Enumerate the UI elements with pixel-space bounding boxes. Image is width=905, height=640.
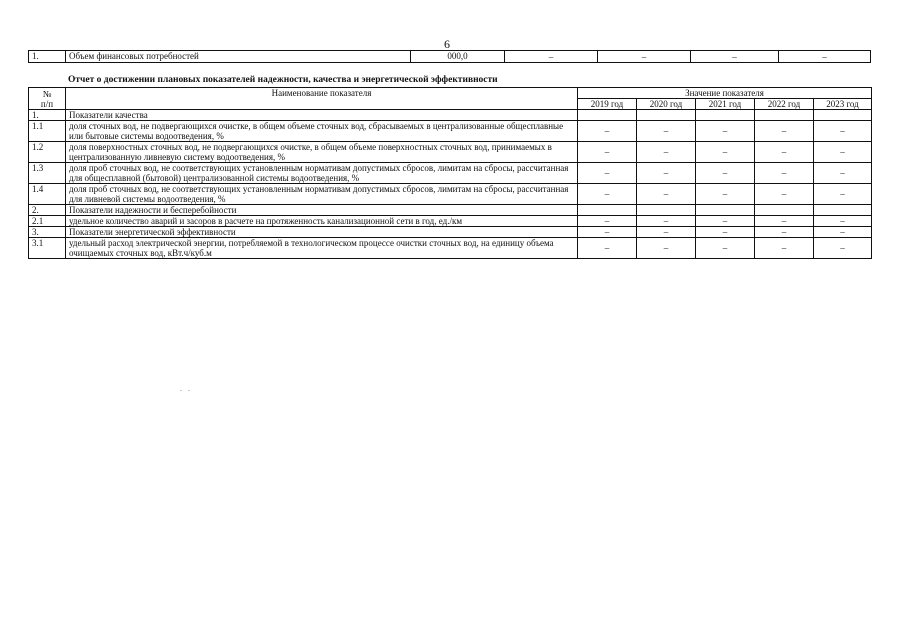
row-number: 2.1 xyxy=(29,216,66,227)
value-cell: – xyxy=(755,184,814,205)
value-cell: – xyxy=(637,121,696,142)
value-cell: – xyxy=(814,227,872,238)
report-title: Отчет о достижении плановых показателей надежности, качества и энергетической эффективности xyxy=(68,75,498,85)
indicator-name: удельное количество аварий и засоров в расчете на протяженность канализационной сети в год, ед./км xyxy=(66,216,578,227)
value-cell xyxy=(814,205,872,216)
value-cell: – xyxy=(755,142,814,163)
indicator-name: Показатели энергетической эффективности xyxy=(66,227,578,238)
value-cell: – xyxy=(814,216,872,227)
value-cell: – xyxy=(691,51,779,63)
table-row xyxy=(29,227,872,238)
indicators-table xyxy=(28,87,872,259)
table-row xyxy=(29,51,871,63)
header-year: 2019 год xyxy=(578,99,637,110)
value-cell xyxy=(696,110,755,121)
section-title: Показатели надежности и бесперебойности xyxy=(66,205,578,216)
value-cell: – xyxy=(814,238,872,259)
value-cell: – xyxy=(637,184,696,205)
row-number: 3. xyxy=(29,227,66,238)
row-number: 3.1 xyxy=(29,238,66,259)
value-cell: – xyxy=(637,227,696,238)
value-cell xyxy=(755,110,814,121)
value-cell xyxy=(637,205,696,216)
value-cell: – xyxy=(755,238,814,259)
row-value: 000,0 xyxy=(411,51,505,63)
value-cell: – xyxy=(696,121,755,142)
value-cell: – xyxy=(696,216,755,227)
value-cell: – xyxy=(578,121,637,142)
value-cell: – xyxy=(814,142,872,163)
value-cell: – xyxy=(578,142,637,163)
row-number: 1.4 xyxy=(29,184,66,205)
row-number: 1.2 xyxy=(29,142,66,163)
section-title: Показатели качества xyxy=(66,110,578,121)
value-cell: – xyxy=(755,216,814,227)
header-year: 2022 год xyxy=(755,99,814,110)
header-name: Наименование показателя xyxy=(66,88,578,110)
financial-needs-table xyxy=(28,50,871,63)
value-cell: – xyxy=(696,184,755,205)
scan-mark: . . xyxy=(180,384,190,393)
value-cell: – xyxy=(578,227,637,238)
table-row xyxy=(29,110,872,121)
value-cell: – xyxy=(578,163,637,184)
value-cell xyxy=(578,110,637,121)
header-row xyxy=(29,88,872,99)
page-number: 6 xyxy=(444,37,450,51)
header-num xyxy=(29,88,66,110)
value-cell xyxy=(578,205,637,216)
table-row xyxy=(29,142,872,163)
table-row xyxy=(29,163,872,184)
indicator-name: доля сточных вод, не подвергающихся очистке, в общем объеме сточных вод, сбрасываемых в централизованные общесплавные или бытовые системы водоотведения, % xyxy=(66,121,578,142)
table-row xyxy=(29,238,872,259)
row-number: 1.3 xyxy=(29,163,66,184)
value-cell: – xyxy=(505,51,598,63)
value-cell xyxy=(755,205,814,216)
value-cell: – xyxy=(814,163,872,184)
value-cell: – xyxy=(578,216,637,227)
value-cell xyxy=(696,205,755,216)
value-cell: – xyxy=(755,163,814,184)
header-num-bottom: п/п xyxy=(40,98,54,109)
indicator-name: удельный расход электрической энергии, потребляемой в технологическом процессе очистки сточных вод, на единицу объема очищаемых сточных вод, кВт.ч/куб.м xyxy=(66,238,578,259)
table-row xyxy=(29,205,872,216)
value-cell: – xyxy=(637,216,696,227)
header-year: 2020 год xyxy=(637,99,696,110)
row-number: 1.1 xyxy=(29,121,66,142)
value-cell: – xyxy=(637,163,696,184)
indicator-name: доля проб сточных вод, не соответствующих установленным нормативам допустимых сбросов, лимитам на сбросы, рассчитанная для ливневой системы водоотведения, % xyxy=(66,184,578,205)
indicator-name: доля поверхностных сточных вод, не подвергающихся очистке, в общем объеме поверхностных сточных вод, принимаемых в централизованную ливневую систему водоотведения, % xyxy=(66,142,578,163)
table-row xyxy=(29,121,872,142)
indicator-name: доля проб сточных вод, не соответствующих установленным нормативам допустимых сбросов, лимитам на сбросы, рассчитанная для общесплавной (бытовой) централизованной системы водоотведения, % xyxy=(66,163,578,184)
row-number: 1. xyxy=(29,110,66,121)
value-cell: – xyxy=(637,142,696,163)
value-cell xyxy=(637,110,696,121)
value-cell: – xyxy=(578,184,637,205)
value-cell: – xyxy=(578,238,637,259)
value-cell: – xyxy=(755,121,814,142)
value-cell: – xyxy=(814,184,872,205)
value-cell: – xyxy=(696,238,755,259)
value-cell: – xyxy=(598,51,691,63)
value-cell: – xyxy=(696,163,755,184)
header-group: Значение показателя xyxy=(578,88,872,99)
value-cell: – xyxy=(779,51,871,63)
value-cell: – xyxy=(637,238,696,259)
value-cell: – xyxy=(696,227,755,238)
row-number: 2. xyxy=(29,205,66,216)
table-row xyxy=(29,184,872,205)
header-num-top: № xyxy=(42,88,52,99)
header-year: 2023 год xyxy=(814,99,872,110)
row-name: Объем финансовых потребностей xyxy=(66,51,411,63)
row-number: 1. xyxy=(29,51,66,63)
value-cell: – xyxy=(696,142,755,163)
header-year: 2021 год xyxy=(696,99,755,110)
value-cell: – xyxy=(755,227,814,238)
value-cell xyxy=(814,110,872,121)
value-cell: – xyxy=(814,121,872,142)
table-row xyxy=(29,216,872,227)
